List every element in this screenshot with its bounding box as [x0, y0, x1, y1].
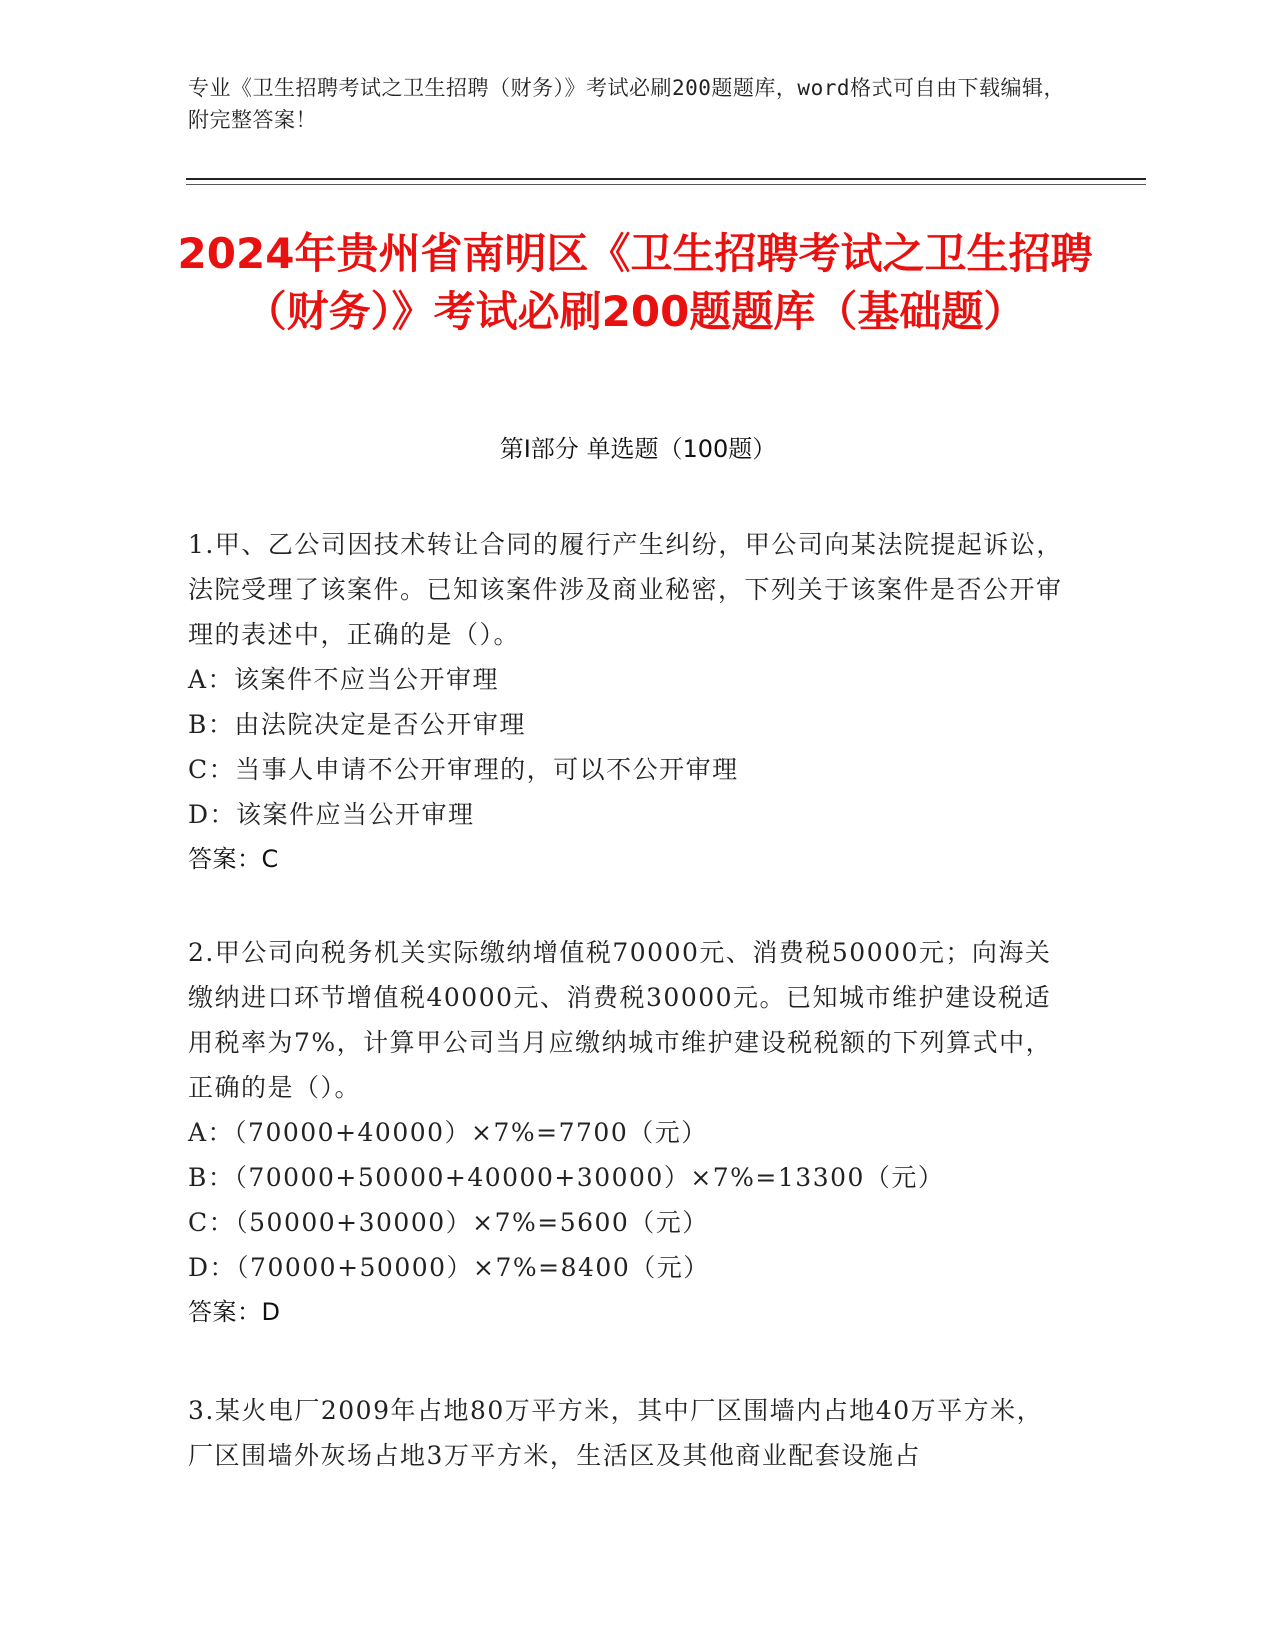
option-c: C：当事人申请不公开审理的，可以不公开审理 [188, 755, 739, 784]
option-c: C：（50000+30000）×7%=5600（元） [188, 1208, 709, 1237]
answer: 答案：D [188, 1298, 281, 1326]
question-stem: 1.甲、乙公司因技术转让合同的履行产生纠纷，甲公司向某法院提起诉讼，法院受理了该案件。已知该案件涉及商业秘密，下列关于该案件是否公开审理的表述中，正确的是（）。 [188, 530, 1063, 649]
section-title: 第Ⅰ部分 单选题（100题） [499, 435, 777, 463]
header-divider-thin [186, 184, 1146, 185]
option-d: D：该案件应当公开审理 [188, 800, 475, 829]
question-1 [188, 522, 1068, 882]
option-d: D：（70000+50000）×7%=8400（元） [188, 1253, 710, 1282]
option-a: A：该案件不应当公开审理 [188, 665, 500, 694]
answer: 答案：C [188, 845, 279, 873]
question-2 [188, 930, 1068, 1335]
header-divider-thick [186, 178, 1146, 180]
option-a: A：（70000+40000）×7%=7700（元） [188, 1118, 708, 1147]
option-b: B：由法院决定是否公开审理 [188, 710, 526, 739]
question-stem: 3.某火电厂2009年占地80万平方米，其中厂区围墙内占地40万平方米，厂区围墙外灰场占地3万平方米，生活区及其他商业配套设施占 [188, 1396, 1044, 1470]
question-stem: 2.甲公司向税务机关实际缴纳增值税70000元、消费税50000元；向海关缴纳进口环节增值税40000元、消费税30000元。已知城市维护建设税适用税率为7%，计算甲公司当月应缴纳城市维护建设税税额的下列算式中，正确的是（）。 [188, 938, 1053, 1102]
document-title: 2024年贵州省南明区《卫生招聘考试之卫生招聘（财务）》考试必刷200题题库（基础题） [177, 229, 1093, 336]
option-b: B：（70000+50000+40000+30000）×7%=13300（元） [188, 1163, 945, 1192]
header-note: 专业《卫生招聘考试之卫生招聘（财务）》考试必刷200题题库，word格式可自由下载编辑，附完整答案！ [188, 76, 1065, 132]
question-3 [188, 1388, 1068, 1478]
